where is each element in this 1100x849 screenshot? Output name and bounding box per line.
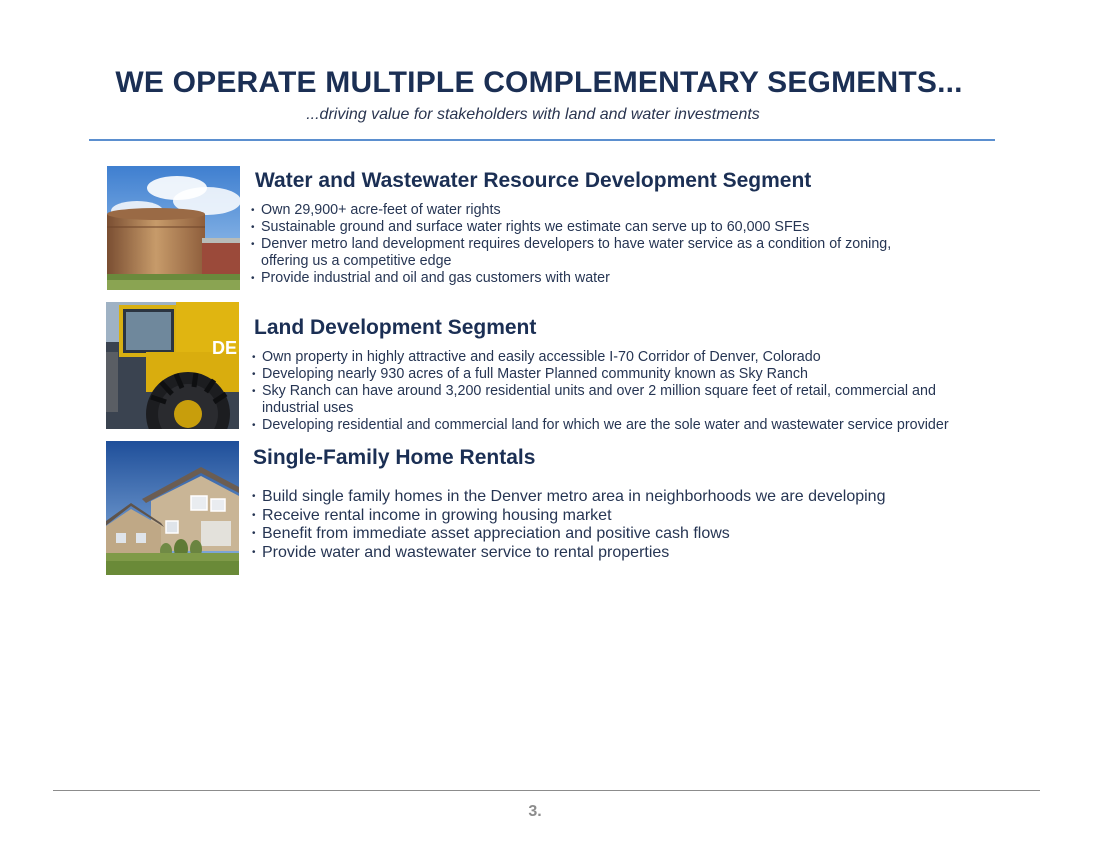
- page-number: 3.: [528, 803, 542, 820]
- list-item: • Sustainable ground and surface water rights we estimate can serve up to 60,000 SFEs: [251, 219, 810, 235]
- segment-bullets-land: [252, 349, 987, 434]
- bullet-icon: •: [252, 546, 256, 558]
- list-item: • Developing nearly 930 acres of a full Master Planned community known as Sky Ranch: [252, 366, 808, 382]
- list-item: • Own 29,900+ acre-feet of water rights: [251, 202, 501, 218]
- bullet-icon: •: [252, 369, 256, 380]
- segment-bullets-homes: [252, 488, 972, 562]
- bullet-icon: •: [251, 273, 255, 284]
- list-item: • Own property in highly attractive and easily accessible I-70 Corridor of Denver, Colorado: [252, 349, 821, 365]
- bullet-icon: •: [252, 352, 256, 363]
- construction-loader-photo: [106, 302, 239, 429]
- segment-title-homes: Single-Family Home Rentals: [253, 446, 536, 469]
- list-item: • Provide water and wastewater service to rental properties: [252, 543, 670, 561]
- bullet-icon: •: [252, 420, 256, 431]
- water-tank-photo: [107, 166, 240, 290]
- list-item: • Sky Ranch can have around 3,200 residential units and over 2 million square feet of retail, commercial and industrial uses: [252, 383, 936, 416]
- list-item: • Benefit from immediate asset appreciation and positive cash flows: [252, 525, 730, 543]
- list-item: • Build single family homes in the Denver metro area in neighborhoods we are developing: [252, 488, 886, 505]
- page-title: WE OPERATE MULTIPLE COMPLEMENTARY SEGMENTS...: [115, 66, 963, 99]
- bullet-icon: •: [251, 205, 255, 216]
- list-item: • Provide industrial and oil and gas customers with water: [251, 270, 610, 286]
- suburban-home-photo: [106, 441, 239, 575]
- bullet-icon: •: [252, 491, 256, 502]
- svg-text:DE: DE: [212, 338, 238, 358]
- bullet-icon: •: [251, 222, 255, 233]
- bullet-icon: •: [252, 386, 256, 397]
- bullet-icon: •: [251, 239, 255, 250]
- segment-bullets-water: [251, 202, 971, 287]
- page-subtitle: ...driving value for stakeholders with land and water investments: [306, 106, 760, 123]
- list-item: • Developing residential and commercial land for which we are the sole water and wastewater service provider: [252, 417, 949, 433]
- bullet-icon: •: [252, 509, 256, 521]
- segment-title-water: Water and Wastewater Resource Development Segment: [255, 169, 812, 192]
- footer-divider: [53, 790, 1040, 791]
- bullet-icon: •: [252, 528, 256, 540]
- segment-title-land: Land Development Segment: [254, 316, 537, 339]
- list-item: • Receive rental income in growing housing market: [252, 506, 612, 524]
- list-item: • Denver metro land development requires developers to have water service as a condition of zoning, offering us a competitive edge: [251, 236, 892, 269]
- title-divider: [89, 139, 995, 141]
